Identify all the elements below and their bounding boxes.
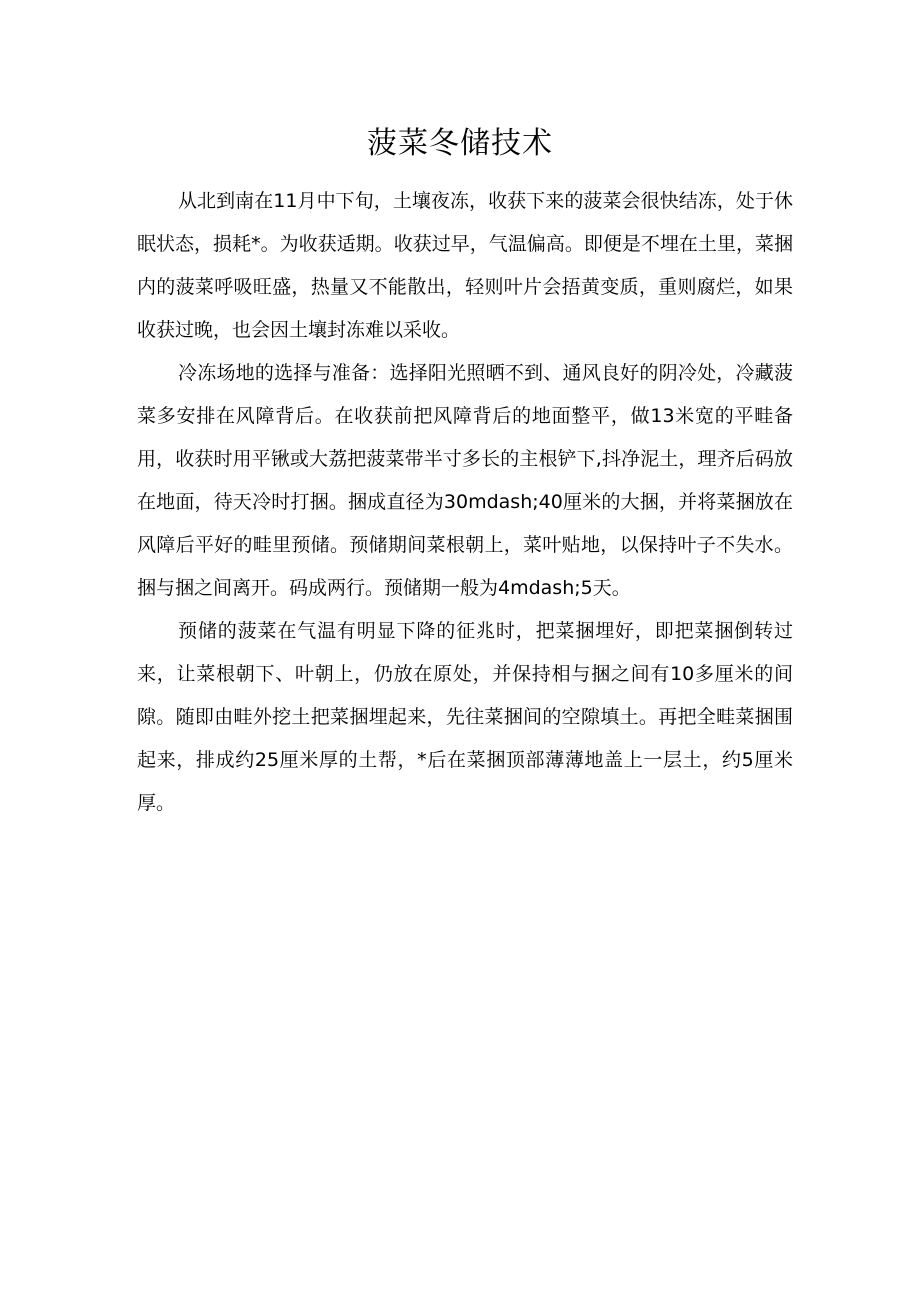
paragraph-site-preparation: 冷冻场地的选择与准备：选择阳光照晒不到、通风良好的阴冷处，冷藏菠菜多安排在风障背后。在收获前把风障背后的地面整平，做13米宽的平畦备用，收获时用平锹或大荔把菠菜带半寸多长的主根铲下,抖净泥土，理齐后码放在地面，待天冷时打捆。捆成直径为30mdash;40厘米的大捆，并将菜捆放在风障后平好的畦里预储。预储期间菜根朝上，菜叶贴地，以保持叶子不失水。捆与捆之间离开。码成两行。预储期一般为4mdash;5天。 bbox=[137, 362, 793, 599]
paragraph-harvest-timing: 从北到南在11月中下旬，土壤夜冻，收获下来的菠菜会很快结冻，处于休眠状态，损耗*。为收获适期。收获过早，气温偏高。即便是不埋在土里，菜捆内的菠菜呼吸旺盛，热量又不能散出，轻则叶片会捂黄变质，重则腐烂，如果收获过晚，也会因土壤封冻难以采收。 bbox=[137, 190, 793, 341]
document-title: 菠菜冬储技术 bbox=[367, 126, 553, 161]
paragraph-burial-storage: 预储的菠菜在气温有明显下降的征兆时，把菜捆埋好，即把菜捆倒转过来，让菜根朝下、叶朝上，仍放在原处，并保持相与捆之间有10多厘米的间隙。随即由畦外挖土把菜捆埋起来，先往菜捆间的空隙填土。再把全畦菜捆围起来，排成约25厘米厚的土帮，*后在菜捆顶部薄薄地盖上一层土，约5厘米厚。 bbox=[137, 620, 793, 814]
document-body bbox=[137, 180, 793, 825]
